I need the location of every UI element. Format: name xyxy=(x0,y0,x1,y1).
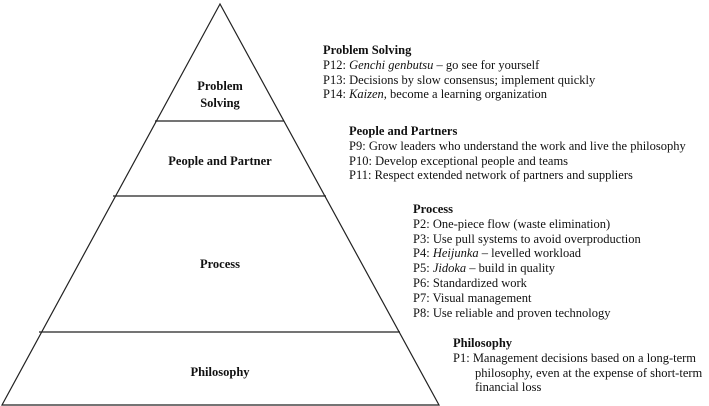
principle-number: P3: xyxy=(413,231,433,246)
principle-text: Management decisions based on a long-term philosophy, even at the expense of short-term financial loss xyxy=(472,350,703,395)
tier-label-philosophy-text: Philosophy xyxy=(190,365,250,379)
principle-item xyxy=(413,246,641,261)
principle-text: Visual management xyxy=(432,290,532,305)
philosophy-heading: Philosophy xyxy=(453,336,513,350)
principle-text: Decisions by slow consensus; implement quickly xyxy=(349,72,596,87)
principle-item xyxy=(349,168,686,183)
principle-term: Heijunka xyxy=(432,246,479,261)
principle-item xyxy=(349,139,686,154)
problem-solving-heading: Problem Solving xyxy=(323,43,412,57)
principle-number: P6: xyxy=(413,275,433,290)
tier-label-process xyxy=(170,256,270,273)
principle-item xyxy=(323,87,595,102)
tier-label-people-and-partner-text: People and Partner xyxy=(168,154,272,168)
principle-item xyxy=(323,73,595,88)
principle-number: P11: xyxy=(349,168,375,183)
principle-text: Develop exceptional people and teams xyxy=(375,153,569,168)
principle-text: – levelled workload xyxy=(478,246,582,261)
principle-term: Jidoka xyxy=(432,261,467,276)
principle-item xyxy=(413,232,641,247)
principle-number: P4: xyxy=(413,246,433,261)
tier-label-people-and-partner xyxy=(150,153,290,170)
principle-item xyxy=(413,291,641,306)
principle-number: P7: xyxy=(413,290,433,305)
principle-text: One-piece flow (waste elimination) xyxy=(432,216,611,231)
principle-item xyxy=(413,276,641,291)
tier-label-process-text: Process xyxy=(199,257,241,271)
process-heading: Process xyxy=(413,202,454,216)
principle-text: , become a learning organization xyxy=(383,87,548,102)
principle-item xyxy=(413,306,641,321)
principle-number: P9: xyxy=(349,138,369,153)
principle-number: P8: xyxy=(413,305,433,320)
principle-item xyxy=(323,58,595,73)
principle-text: – go see for yourself xyxy=(433,57,540,72)
principle-number: P12: xyxy=(323,57,350,72)
problem-solving-block xyxy=(323,43,595,102)
principle-number: P2: xyxy=(413,216,433,231)
principle-item xyxy=(413,217,641,232)
tier-label-problem-solving xyxy=(170,78,270,112)
tier-label-problem-solving-line2: Solving xyxy=(200,96,240,110)
principle-number: P13: xyxy=(323,72,350,87)
principle-term: Kaizen xyxy=(349,87,384,102)
principle-text: Grow leaders who understand the work and live the philosophy xyxy=(368,138,686,153)
principle-number: P14: xyxy=(323,87,350,102)
philosophy-block xyxy=(453,336,703,395)
principle-text: Use reliable and proven technology xyxy=(432,305,611,320)
principle-item xyxy=(349,154,686,169)
process-block xyxy=(413,202,641,320)
principle-text: Use pull systems to avoid overproduction xyxy=(432,231,641,246)
principle-item xyxy=(413,261,641,276)
people-and-partners-heading: People and Partners xyxy=(349,124,458,138)
principle-term: Genchi genbutsu xyxy=(349,57,434,72)
principle-number: P10: xyxy=(349,153,376,168)
principle-text: Standardized work xyxy=(432,275,527,290)
tier-label-problem-solving-line1: Problem xyxy=(197,79,243,93)
principle-number: P5: xyxy=(413,261,433,276)
principle-number: P1: xyxy=(453,350,473,365)
tier-label-philosophy xyxy=(160,364,280,381)
principle-text: Respect extended network of partners and suppliers xyxy=(374,168,633,183)
principle-text: – build in quality xyxy=(466,261,556,276)
principle-item xyxy=(453,351,703,395)
people-and-partners-block xyxy=(349,124,686,183)
